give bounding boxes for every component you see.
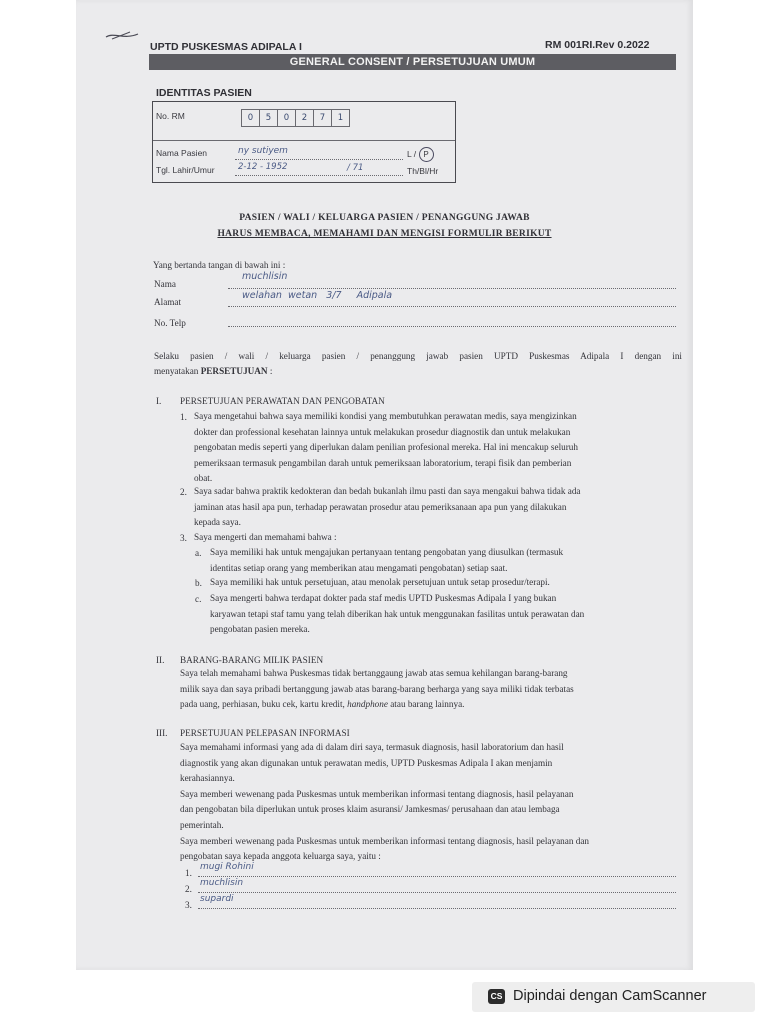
form-code: RM 001RI.Rev 0.2022	[545, 39, 650, 51]
section3-line: Saya memahami informasi yang ada di dalam diri saya, termasuk diagnosis, hasil laboratorium dan hasil	[180, 742, 564, 752]
section-heading-line1: PASIEN / WALI / KELUARGA PASIEN / PENANGGUNG JAWAB	[239, 213, 530, 223]
patient-name-value: ny sutiyem	[238, 146, 288, 156]
signer-phone-label: No. Telp	[154, 318, 186, 328]
name-dotted-line	[235, 159, 403, 160]
statement-text: menyatakan	[154, 366, 201, 376]
item3a-letter: a.	[195, 548, 202, 558]
section2-line	[180, 697, 677, 713]
organization-name: UPTD PUSKESMAS ADIPALA I	[150, 41, 302, 53]
section3-line: pemerintah.	[180, 819, 224, 830]
item3a-line: Saya memiliki hak untuk mengajukan pertanyaan tentang pengobatan yang diusulkan (termasuk	[210, 547, 564, 557]
section1-title: PERSETUJUAN PERAWATAN DAN PENGOBATAN	[180, 396, 385, 406]
gender-male: L	[407, 149, 412, 159]
section1-number: I.	[156, 396, 162, 406]
section2-italic: handphone	[347, 699, 388, 710]
identity-heading: IDENTITAS PASIEN	[156, 87, 252, 99]
item1-number: 1.	[180, 412, 187, 422]
family-member-name: mugi Rohini	[200, 862, 254, 872]
item3b-line: Saya memiliki hak untuk persetujuan, atau menolak persetujuan untuk setap prosedur/terapi.	[210, 577, 550, 587]
item3-number: 3.	[180, 533, 187, 543]
patient-name-label: Nama Pasien	[156, 148, 208, 158]
section3-text	[180, 740, 682, 865]
section2-line: milik saya dan saya pribadi bertanggung jawab atas barang-barang berharga yang saya miliki tidak terbatas	[180, 683, 574, 694]
statement-line2	[154, 364, 272, 380]
section3-line: diagnostik yang akan digunakan untuk perawatan medis, UPTD Puskesmas Adipala I akan menjamin	[180, 757, 553, 768]
form-title: GENERAL CONSENT / PERSETUJUAN UMUM	[149, 54, 676, 70]
item3c-letter: c.	[195, 594, 202, 604]
family-member-name: supardi	[200, 894, 234, 904]
family-line	[198, 908, 676, 909]
section2-title: BARANG-BARANG MILIK PASIEN	[180, 655, 324, 665]
dob-value: 2-12 - 1952	[238, 162, 288, 172]
item1-line: dokter dan professional kesehatan lainnya untuk melakukan prosedur diagnostik dan untuk melakukan	[194, 426, 571, 437]
signer-intro: Yang bertanda tangan di bawah ini :	[153, 260, 286, 270]
item2-line: Saya sadar bahwa praktik kedokteran dan bedah bukanlah ilmu pasti dan saya mengakui bahwa tidak ada	[194, 486, 581, 496]
gender-selector: L / P	[407, 147, 434, 162]
section3-title: PERSETUJUAN PELEPASAN INFORMASI	[180, 728, 350, 738]
gender-female-circled: P	[419, 147, 434, 162]
item1-text	[194, 409, 674, 487]
section3-line: dan pengobatan bila diperlukan untuk proses klaim asuransi/ Jamkesmas/ perusahaan dan atau lembaga	[180, 804, 560, 815]
family-number: 3.	[185, 900, 192, 910]
item3b-text	[210, 575, 675, 591]
family-member-name: muchlisin	[200, 878, 244, 888]
pen-scribble-mark	[104, 28, 140, 42]
statement-bold: PERSETUJUAN	[200, 366, 268, 376]
signer-address-label: Alamat	[154, 297, 182, 307]
item1-line: obat.	[194, 473, 213, 484]
rm-digit: 5	[259, 109, 278, 127]
family-number: 1.	[185, 868, 192, 878]
item3c-text	[210, 591, 675, 638]
section2-number: II.	[156, 655, 165, 665]
rm-digit: 1	[331, 109, 350, 127]
section2-line: Saya telah memahami bahwa Puskesmas tidak bertanggaung jawab atas semua kehilangan barang-barang	[180, 668, 568, 678]
item1-line: pemeriksaan termasuk pengambilan darah untuk pemeriksaan laboratorium, terapi fisik dan pemberian	[194, 457, 572, 468]
section3-line: pengobatan saya kepada anggota keluarga saya, yaitu :	[180, 851, 381, 862]
rm-label: No. RM	[156, 111, 185, 121]
rm-digit: 0	[241, 109, 260, 127]
item3-line: Saya mengerti dan memahami bahwa :	[194, 532, 337, 542]
section-heading-line2: HARUS MEMBACA, MEMAHAMI DAN MENGISI FORMULIR BERIKUT	[217, 229, 552, 239]
signer-name-label: Nama	[154, 279, 176, 289]
signer-name-line	[228, 288, 676, 289]
item3a-line: identitas setiap orang yang memberikan atau mengamati pengobatan) setiap saat.	[210, 562, 508, 573]
consent-form-page	[76, 0, 693, 970]
item1-line: pengobatan medis seperti yang diperlukan dalam penilian profesional mereka. Hal ini mencakup seluruh	[194, 442, 578, 453]
rm-digit: 0	[277, 109, 296, 127]
signer-phone-line	[228, 326, 676, 327]
item3b-letter: b.	[195, 578, 202, 588]
signer-address-value: welahan wetan 3/7 Adipala	[242, 290, 393, 301]
item2-line: jaminan atas hasil apa pun, terhadap perawatan prosedur atau pemeriksanaan apa pun yang dilakukan	[194, 501, 567, 512]
rm-digit: 2	[295, 109, 314, 127]
signer-address-line	[228, 306, 676, 307]
camscanner-watermark	[472, 982, 755, 1012]
section2-text-part: pada uang, perhiasan, buku cek, kartu kredit,	[180, 699, 348, 710]
statement-line1: Selaku pasien / wali / keluarga pasien / penanggung jawab pasien UPTD Puskesmas Adipala I dengan ini	[154, 351, 682, 361]
section2-text	[180, 666, 677, 713]
section3-line: Saya memberi wewenang pada Puskesmas untuk memberikan informasi tentang diagnosis, hasil pelayanan dan	[180, 835, 589, 846]
item1-line: Saya mengetahui bahwa saya memiliki kondisi yang membutuhkan perawatan medis, saya mengizinkan	[194, 411, 577, 421]
rm-digit: 7	[313, 109, 332, 127]
item3c-line: Saya mengerti bahwa terdapat dokter pada staf medis UPTD Puskesmas Adipala I yang bukan	[210, 593, 557, 603]
section3-line: kerahasiannya.	[180, 773, 235, 784]
family-line	[198, 876, 676, 877]
item2-text	[194, 484, 674, 531]
age-unit: Th/Bl/Hr	[407, 166, 439, 176]
item2-number: 2.	[180, 487, 187, 497]
signer-name-value: muchlisin	[242, 271, 288, 282]
family-line	[198, 892, 676, 893]
camscanner-logo-icon: CS	[488, 989, 505, 1004]
section3-number: III.	[156, 728, 168, 738]
dob-label: Tgl. Lahir/Umur	[156, 165, 215, 175]
age-value: / 71	[347, 163, 364, 173]
item3-text	[194, 530, 674, 546]
identity-divider	[153, 140, 455, 141]
patient-identity-box	[152, 101, 456, 183]
section2-text-part: atau barang lainnya.	[387, 699, 465, 710]
item2-line: kepada saya.	[194, 517, 241, 528]
family-number: 2.	[185, 884, 192, 894]
camscanner-text: Dipindai dengan CamScanner	[513, 988, 707, 1004]
item3c-line: karyawan tetapi staf tamu yang telah diberikan hak untuk menggunakan fasilitas untuk perawatan dan	[210, 608, 585, 619]
dob-dotted-line	[235, 175, 403, 176]
rm-number-cells	[242, 109, 350, 127]
item3a-text	[210, 545, 675, 576]
statement-colon: :	[267, 366, 273, 376]
item3c-line: pengobatan pasien mereka.	[210, 624, 310, 635]
section3-line: Saya memberi wewenang pada Puskesmas untuk memberikan informasi tentang diagnosis, hasil pelayanan	[180, 788, 574, 799]
